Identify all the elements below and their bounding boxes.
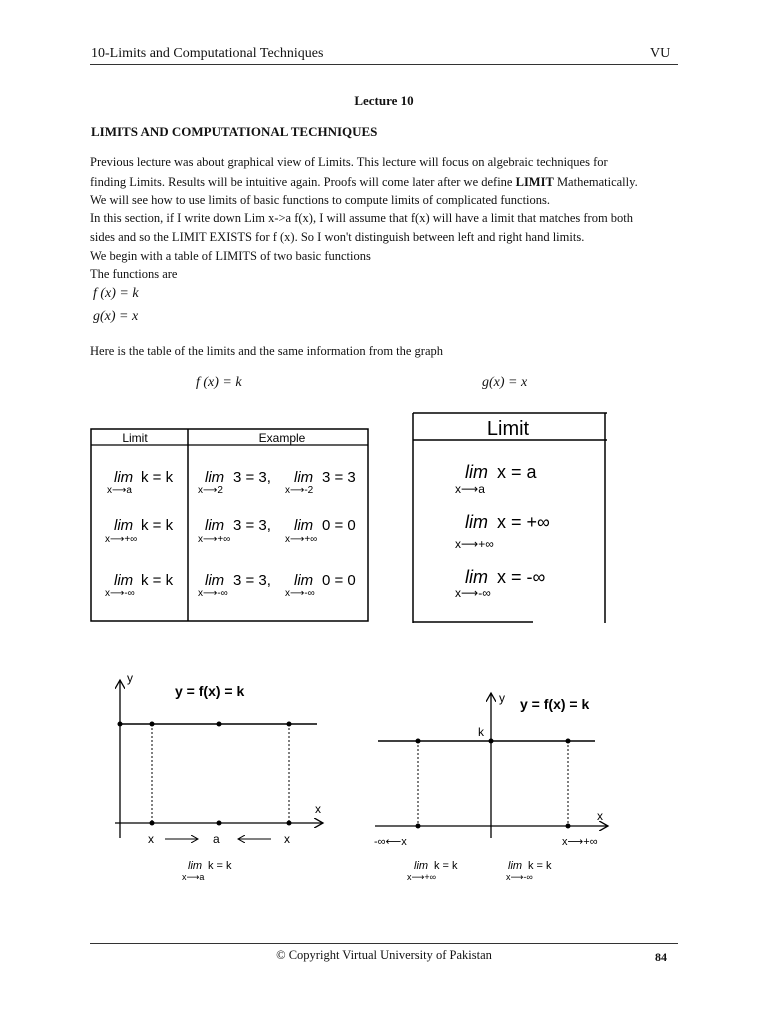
row1-ex1: 3 = 3, xyxy=(233,469,271,486)
row2-lim-sub: x⟶+∞ xyxy=(105,534,138,545)
caption-f: f (x) = k xyxy=(196,375,242,390)
a-point xyxy=(217,821,222,826)
row1-lim-sub: x⟶a xyxy=(107,485,132,496)
x-point-left xyxy=(416,824,421,829)
row3-ex2-sub: x⟶-∞ xyxy=(285,588,315,599)
g-row3-sub: x⟶-∞ xyxy=(455,586,491,600)
footer-rule xyxy=(90,943,678,944)
g-row1-lim: lim xyxy=(465,462,488,482)
graph-constant-x-to-a xyxy=(95,668,335,888)
para-line-5: sides and so the LIMIT EXISTS for f (x). So I won't distinguish between left and right hand limits. xyxy=(90,230,585,244)
row3-lim-sub: x⟶-∞ xyxy=(105,588,135,599)
caption2-sub: x⟶-∞ xyxy=(506,872,533,882)
footer-copyright: © Copyright Virtual University of Pakistan xyxy=(276,948,492,962)
k-point-axis xyxy=(489,739,494,744)
f-definition: f (x) = k xyxy=(93,286,139,301)
caption2-lim: lim xyxy=(508,860,523,872)
caption1-sub: x⟶+∞ xyxy=(407,872,437,882)
g-row2-eq: x = +∞ xyxy=(497,512,550,532)
row3-ex2: 0 = 0 xyxy=(322,572,356,589)
g-definition: g(x) = x xyxy=(93,309,139,324)
caption-eq: k = k xyxy=(208,860,232,872)
k-label: k xyxy=(478,725,484,739)
row3-ex1-lim: lim xyxy=(205,572,225,589)
limits-table-f xyxy=(88,425,373,625)
row2-ex1: 3 = 3, xyxy=(233,517,271,534)
g-row3-eq: x = -∞ xyxy=(497,567,546,587)
para-line-6: We begin with a table of LIMITS of two basic functions xyxy=(90,249,371,263)
caption-sub: x⟶a xyxy=(182,872,205,882)
row1-lim: lim xyxy=(114,469,134,486)
row2-ex1-sub: x⟶+∞ xyxy=(198,534,231,545)
g-row2-sub: x⟶+∞ xyxy=(455,537,494,551)
g-row2-lim: lim xyxy=(465,512,488,532)
row2-lim-eq: k = k xyxy=(141,517,174,534)
para-line-2-limit: LIMIT xyxy=(515,175,554,189)
g-row1-eq: x = a xyxy=(497,462,537,482)
row1-lim-eq: k = k xyxy=(141,469,174,486)
y-axis-label: y xyxy=(499,691,505,705)
para-line-1: Previous lecture was about graphical view of Limits. This lecture will focus on algebraic techniques for xyxy=(90,155,608,169)
limits-table-g xyxy=(408,408,613,628)
section-title: LIMITS AND COMPUTATIONAL TECHNIQUES xyxy=(91,124,378,139)
row3-ex1: 3 = 3, xyxy=(233,572,271,589)
row3-lim-eq: k = k xyxy=(141,572,174,589)
row2-ex2: 0 = 0 xyxy=(322,517,356,534)
row2-ex2-lim: lim xyxy=(294,517,314,534)
running-header-vu: VU xyxy=(650,46,671,61)
para-line-4: In this section, if I write down Lim x->a f(x), I will assume that f(x) will have a limit that matches from both xyxy=(90,211,634,225)
para-line-8: Here is the table of the limits and the same information from the graph xyxy=(90,344,444,358)
caption-lim: lim xyxy=(188,860,203,872)
graph-left-title: y = f(x) = k xyxy=(175,683,245,699)
k-point-axis xyxy=(118,722,123,727)
row3-lim: lim xyxy=(114,572,134,589)
graph-right-title: y = f(x) = k xyxy=(520,696,590,712)
graph-constant-x-to-infinity xyxy=(370,688,620,888)
table-g-header-limit: Limit xyxy=(486,418,530,440)
caption1-lim: lim xyxy=(414,860,429,872)
bottom-a: a xyxy=(213,832,220,846)
para-line-3: We will see how to use limits of basic functions to compute limits of complicated functions. xyxy=(90,193,551,207)
row1-ex1-lim: lim xyxy=(205,469,225,486)
table-f-header-example: Example xyxy=(258,431,306,445)
para-line-7: The functions are xyxy=(90,267,178,281)
x-point-right xyxy=(287,821,292,826)
lecture-title: Lecture 10 xyxy=(354,93,414,108)
y-axis-label: y xyxy=(127,671,133,685)
x-axis-label: x xyxy=(597,809,603,823)
row2-ex2-sub: x⟶+∞ xyxy=(285,534,318,545)
row1-ex2: 3 = 3 xyxy=(322,469,356,486)
x-axis-label: x xyxy=(315,802,321,816)
header-rule xyxy=(90,64,678,65)
row3-ex2-lim: lim xyxy=(294,572,314,589)
bottom-x-left: x xyxy=(148,832,154,846)
para-line-2 xyxy=(90,175,638,190)
row3-ex1-sub: x⟶-∞ xyxy=(198,588,228,599)
running-header-title: 10-Limits and Computational Techniques xyxy=(91,46,324,61)
k-point-mid xyxy=(217,722,222,727)
caption2-eq: k = k xyxy=(528,860,552,872)
row1-ex2-sub: x⟶-2 xyxy=(285,485,314,496)
page-number: 84 xyxy=(655,950,667,964)
bottom-right-label: x⟶+∞ xyxy=(562,836,598,848)
caption1-eq: k = k xyxy=(434,860,458,872)
table-f-header-limit: Limit xyxy=(122,431,148,445)
g-row3-lim: lim xyxy=(465,567,488,587)
x-point-left xyxy=(150,821,155,826)
row2-lim: lim xyxy=(114,517,134,534)
row1-ex2-lim: lim xyxy=(294,469,314,486)
x-point-right xyxy=(566,824,571,829)
bottom-left-label: -∞⟵x xyxy=(374,836,407,848)
row1-ex1-sub: x⟶2 xyxy=(198,485,223,496)
row2-ex1-lim: lim xyxy=(205,517,225,534)
g-row1-sub: x⟶a xyxy=(455,482,485,496)
para-line-2a: finding Limits. Results will be intuitive again. Proofs will come later after we define xyxy=(90,175,516,189)
caption-g: g(x) = x xyxy=(482,375,528,390)
para-line-2c: Mathematically. xyxy=(553,175,638,189)
bottom-x-right: x xyxy=(284,832,290,846)
